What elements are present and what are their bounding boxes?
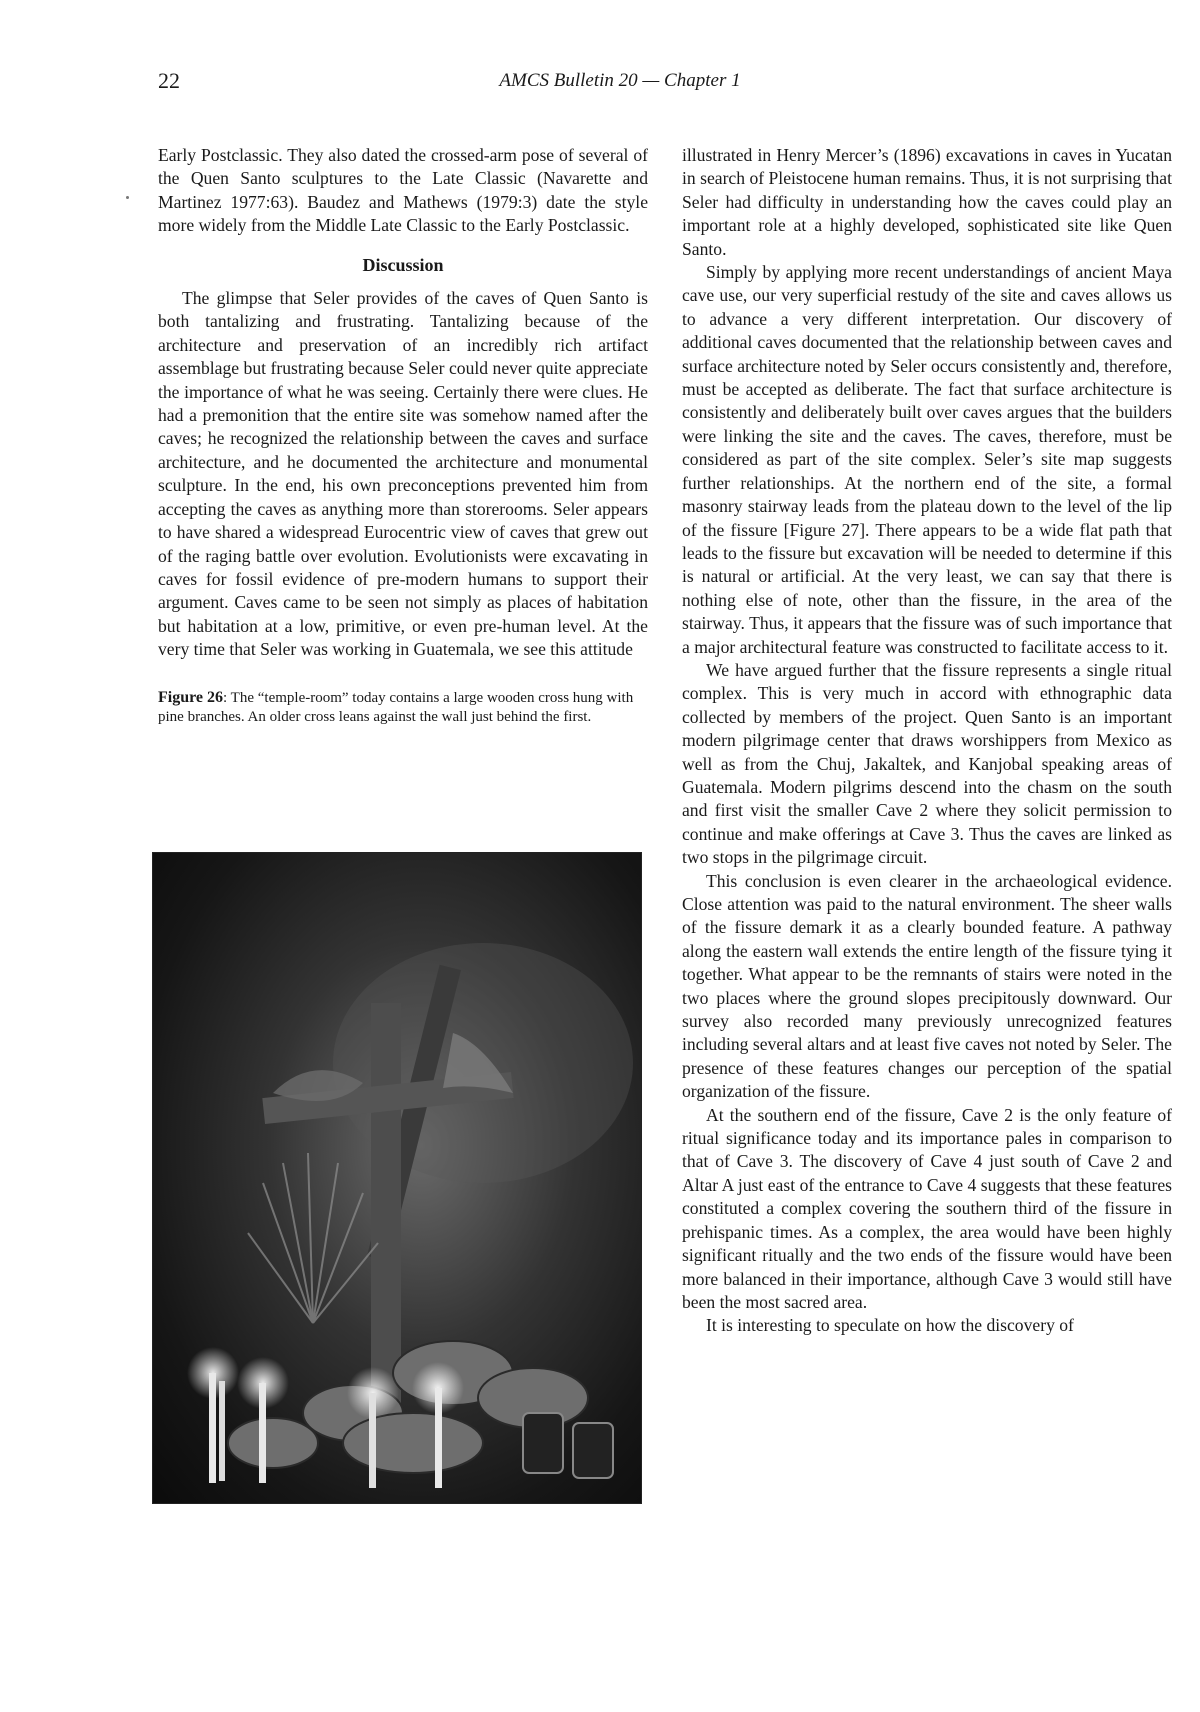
right-column: [682, 144, 1172, 1338]
right-paragraph-6: It is interesting to speculate on how the discovery of: [706, 1315, 1074, 1336]
right-paragraph-3: We have argued further that the fissure represents a single ritual complex. This is very much in accord with ethnographic data collected by members of the project. Quen Santo is an important modern pilgrimage center that draws worshippers from Mexico as well as from the Chuj, Jakaltek, and Kanjobal speaking areas of Guatemala. Modern pilgrims descend into the chasm on the south and first visit the smaller Cave 2 where they solicit permission to continue and make offerings at Cave 3. Thus the caves are linked as two stops in the pilgrimage circuit.: [682, 659, 1172, 868]
left-paragraph-2: The glimpse that Seler provides of the caves of Quen Santo is both tantalizing and frustrating. Tantalizing because of the architecture and preservation of an incredibly rich artifact assemblage but frustrating because Seler could never quite appreciate the importance of what he was seeing. Certainly there were clues. He had a premonition that the entire site was somehow named after the caves; he recognized the relationship between the caves and surface architecture, and he documented the architecture and monumental sculpture. In the end, his own preconceptions prevented him from accepting the caves as anything more than storerooms. Seler appears to have shared a widespread Eurocentric view of caves that grew out of the raging battle over evolution. Evolutionists were excavating in caves for fossil evidence of pre-modern humans to support their argument. Caves came to be seen not simply as places of habitation but habitation at a low, primitive, or even pre-human level. At the very time that Seler was working in Guatemala, we see this attitude: [158, 288, 648, 660]
pine-needles: [248, 1153, 378, 1323]
left-column: [158, 144, 648, 728]
left-paragraph-1: Early Postclassic. They also dated the crossed-arm pose of several of the Quen Santo sculptures to the Late Classic (Navarette and Martinez 1977:63). Baudez and Mathews (1979:3) date the style more widely from the Middle Late Classic to the Early Postclassic.: [158, 145, 648, 236]
page-number: 22: [158, 68, 180, 93]
running-title: AMCS Bulletin 20 — Chapter 1: [499, 70, 741, 91]
section-heading-discussion: Discussion: [362, 254, 444, 275]
figure-caption: [158, 688, 648, 728]
right-paragraph-2: Simply by applying more recent understandings of ancient Maya cave use, our very superficial restudy of the site and caves allows us to advance a very different interpretation. Our discovery of additional caves documented that the relationship between caves and surface architecture noted by Seler occurs consistently and, therefore, must be accepted as deliberate. The fact that surface architecture is consistently and deliberately built over caves argues that the builders were linking the site and the caves. The caves, therefore, must be considered as part of the site complex. Seler’s site map suggests further relationships. At the northern end of the site, a formal masonry stairway leads from the plateau down to the level of the lip of the fissure [Figure 27]. There appears to be a wide flat path that leads to the fissure but excavation will be needed to determine if this is natural or artificial. At the very least, we can say that there is nothing else of note, other than the fissure, in the area of the stairway. Thus, it appears that the fissure was of such importance that a major architectural feature was constructed to facilitate access to it.: [682, 262, 1172, 657]
figure-photo-cross: [152, 852, 642, 1504]
scan-speck: [126, 196, 129, 199]
figure-caption-text: : The “temple-room” today contains a large wooden cross hung with pine branches. An older cross leans against the wall just behind the first.: [158, 689, 634, 726]
right-paragraph-4: This conclusion is even clearer in the archaeological evidence. Close attention was paid to the natural environment. The sheer walls of the fissure demark it as a clearly bounded feature. A pathway along the eastern wall extends the entire length of the fissure tying it together. What appear to be the remnants of stairs were noted in the two places where the ground slopes precipitously downward. Our survey also recorded many previously unrecognized features including several altars and at least five caves not noted by Seler. The presence of these features changes our perception of the spatial organization of the fissure.: [682, 870, 1172, 1102]
right-paragraph-1: illustrated in Henry Mercer’s (1896) excavations in caves in Yucatan in search of Pleistocene human remains. Thus, it is not surprising that Seler had difficulty in understanding how the caves could play an important role at a highly developed, sophisticated site like Quen Santo.: [682, 145, 1172, 259]
photo-illustration: [153, 853, 641, 1503]
figure-label: Figure 26: [158, 688, 224, 706]
glass-jars: [523, 1413, 613, 1478]
right-paragraph-5: At the southern end of the fissure, Cave 2 is the only feature of ritual significance today and its importance pales in comparison to that of Cave 3. The discovery of Cave 4 just south of Cave 2 and Altar A just east of the entrance to Cave 4 suggests that these features constituted a complex covering the southern third of the fissure in prehispanic times. As a complex, the area would have been highly significant ritually and the two ends of the fissure would have been more balanced in their importance, although Cave 3 would still have been the most sacred area.: [682, 1104, 1172, 1312]
